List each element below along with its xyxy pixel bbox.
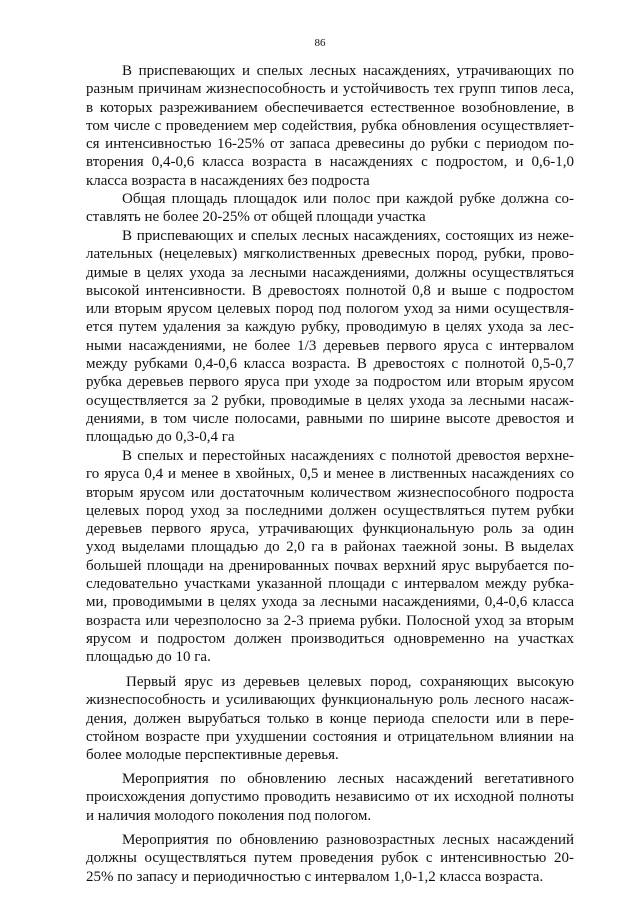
text-line: должны осуществляться путем проведения рубок с интенсивностью 20- xyxy=(86,850,574,867)
text-line: высокой интенсивности. В древостоях полнотой 0,8 и выше с подростом xyxy=(86,282,574,299)
text-line: лательных (нецелевых) мягколиственных древесных пород, рубки, прово- xyxy=(86,246,574,263)
text-line: го яруса 0,4 и менее в хвойных, 0,5 и менее в лиственных насаждениях со xyxy=(86,466,574,483)
text-line: ется путем удаления за каждую рубку, проводимую в целях ухода за лес- xyxy=(86,319,574,336)
text-line: Мероприятия по обновлению разновозрастных лесных насаждений xyxy=(122,832,574,848)
text-line: ми, проводимыми в целях ухода за лесными насаждениями, 0,4-0,6 класса xyxy=(86,594,574,611)
paragraph-6 xyxy=(86,770,574,831)
text-line: 25% по запасу и периодичностью с интервалом 1,0-1,2 класса возраста. xyxy=(86,868,544,885)
text-line: В приспевающих и спелых лесных насаждениях, утрачивающих по xyxy=(122,63,574,79)
text-line: стойном возрасте при ухудшении состояния и отрицательном влиянии на xyxy=(86,728,574,745)
text-line: деревьев первого яруса, утрачивающих функциональную роль за один xyxy=(86,521,574,538)
text-line: ся интенсивностью 16-25% от запаса древесины до рубки с периодом по- xyxy=(86,136,574,153)
text-line: более молодые перспективные деревья. xyxy=(86,747,339,764)
text-line: дения, должен вырубаться только в конце периода спелости или в пере- xyxy=(86,710,574,727)
text-line: жизнеспособность и усиливающих функциональную роль лесного насаж- xyxy=(86,692,574,709)
text-line: рубка деревьев первого яруса при уходе за подростом или вторым ярусом xyxy=(86,374,574,391)
text-line: и наличия молодого поколения под пологом. xyxy=(86,807,372,824)
text-line: уход выделами площадью до 2,0 га в районах таежной зоны. В выделах xyxy=(86,539,574,556)
text-line: происхождения допустимо проводить независимо от их исходной полноты xyxy=(86,789,574,806)
paragraph-1 xyxy=(86,62,574,190)
text-line: димые в целях ухода за лесными насаждениями, должны осуществляться xyxy=(86,264,574,281)
paragraph-4 xyxy=(86,447,574,673)
text-line: целевых пород уход за последними должен осуществляться путем рубки xyxy=(86,502,574,519)
text-line: следовательно участками указанной площади с интервалом между рубка- xyxy=(86,576,574,593)
text-line: площадью до 10 га. xyxy=(86,649,211,666)
text-line: ярусом и подростом должен производиться одновременно на участках xyxy=(86,630,574,647)
text-line: ставлять не более 20-25% от общей площади участка xyxy=(86,209,426,226)
page-number: 86 xyxy=(314,37,326,49)
text-line: большей площади на дренированных почвах верхний ярус вырубается по- xyxy=(86,557,574,574)
paragraph-2 xyxy=(86,190,574,227)
text-line: в которых разреживанием обеспечивается естественное возобновление, в xyxy=(86,99,574,116)
text-line: вторым ярусом или достаточным количеством жизнеспособного подроста xyxy=(86,484,574,501)
paragraph-3 xyxy=(86,227,574,447)
text-line: между рубками 0,4-0,6 класса возраста. В древостоях с полнотой 0,5-0,7 xyxy=(86,356,574,373)
text-line: ными насаждениями, не более 1/3 деревьев первого яруса с интервалом xyxy=(86,337,574,354)
text-line: Первый ярус из деревьев целевых пород, сохраняющих высокую xyxy=(126,674,574,690)
text-line: вторения 0,4-0,6 класса возраста в насаждениях с подростом, и 0,6-1,0 xyxy=(86,154,574,171)
text-line: дениями, в том числе полосами, равными по ширине высоте древостоя и xyxy=(86,410,574,427)
text-line: класса возраста в насаждениях без подроста xyxy=(86,172,370,189)
paragraph-5 xyxy=(86,673,574,770)
document-body xyxy=(86,62,574,887)
text-line: разным причинам жизнеспособность и устойчивость тех групп типов леса, xyxy=(86,81,574,98)
text-line: В приспевающих и спелых лесных насаждениях, состоящих из неже- xyxy=(122,228,574,244)
text-line: или вторым ярусом целевых пород под пологом уход за ними осуществля- xyxy=(86,301,574,318)
text-line: Общая площадь площадок или полос при каждой рубке должна со- xyxy=(122,191,574,207)
text-line: площадью до 0,3-0,4 га xyxy=(86,429,235,446)
text-line: В спелых и перестойных насаждениях с полнотой древостоя верхне- xyxy=(122,448,574,464)
paragraph-7 xyxy=(86,831,574,887)
text-line: возраста или черезполосно за 2-3 приема рубки. Полосной уход за вторым xyxy=(86,612,574,629)
text-line: Мероприятия по обновлению лесных насаждений вегетативного xyxy=(122,771,574,787)
text-line: осуществляется за 2 рубки, проводимые в целях ухода за лесными насаж- xyxy=(86,392,574,409)
text-line: том числе с проведением мер содействия, рубка обновления осуществляет- xyxy=(86,117,574,134)
